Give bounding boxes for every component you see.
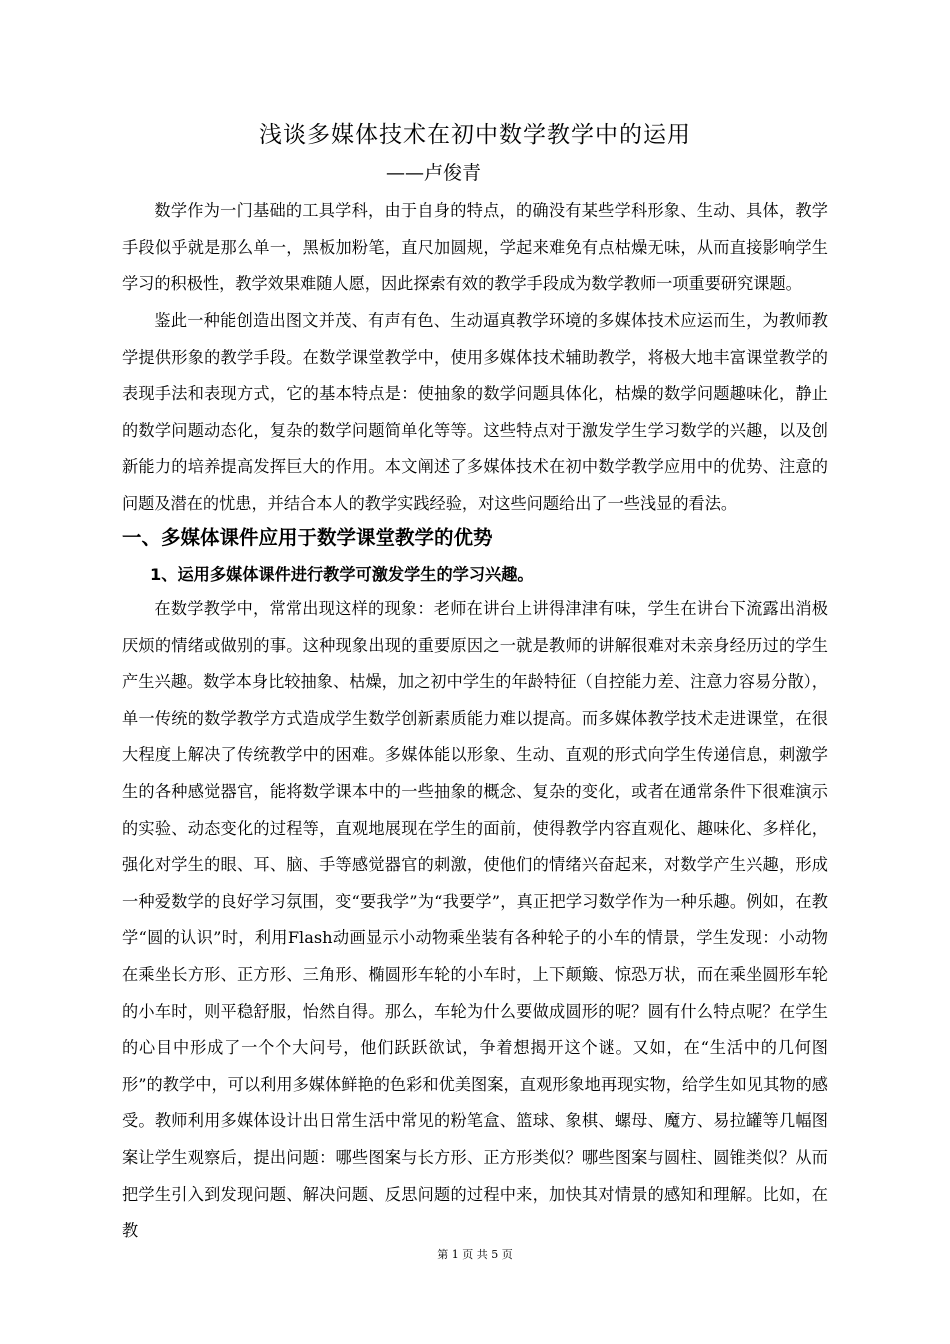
- page-footer: 第 1 页 共 5 页: [437, 1248, 513, 1261]
- document-title: 浅谈多媒体技术在初中数学教学中的运用: [259, 122, 691, 148]
- section-heading: 一、多媒体课件应用于数学课堂教学的优势: [122, 526, 493, 549]
- intro-paragraph-1: 数学作为一门基础的工具学科，由于自身的特点，的确没有某些学科形象、生动、具体，教学手段似乎就是那么单一，黑板加粉笔，直尺加圆规，学起来难免有点枯燥无味，从而直接影响学生学习的积极性，教学效果难随人愿，因此探索有效的教学手段成为数学教师一项重要研究课题。: [122, 201, 828, 294]
- subsection-heading: 1、运用多媒体课件进行教学可激发学生的学习兴趣。: [150, 565, 534, 584]
- body-paragraph: 在数学教学中，常常出现这样的现象：老师在讲台上讲得津津有味，学生在讲台下流露出消极厌烦的情绪或做别的事。这种现象出现的重要原因之一就是教师的讲解很难对未亲身经历过的学生产生兴趣。数学本身比较抽象、枯燥，加之初中学生的年龄特征（自控能力差、注意力容易分散），单一传统的数学教学方式造成学生数学创新素质能力难以提高。而多媒体教学技术走进课堂，在很大程度上解决了传统教学中的困难。多媒体能以形象、生动、直观的形式向学生传递信息，刺激学生的各种感觉器官，能将数学课本中的一些抽象的概念、复杂的变化，或者在通常条件下很难演示的实验、动态变化的过程等，直观地展现在学生的面前，使得教学内容直观化、趣味化、多样化，强化对学生的眼、耳、脑、手等感觉器官的刺激，使他们的情绪兴奋起来，对数学产生兴趣，形成一种爱数学的良好学习氛围，变“要我学”为“我要学”，真正把学习数学作为一种乐趣。例如，在教学“圆的认识”时，利用Flash动画显示小动物乘坐装有各种轮子的小车的情景，学生发现：小动物在乘坐长方形、正方形、三角形、椭圆形车轮的小车时，上下颠簸、惊恐万状，而在乘坐圆形车轮的小车时，则平稳舒服，怡然自得。那么，车轮为什么要做成圆形的呢？圆有什么特点呢？在学生的心目中形成了一个个大问号，他们跃跃欲试，争着想揭开这个谜。又如，在“生活中的几何图形”的教学中，可以利用多媒体鲜艳的色彩和优美图案，直观形象地再现实物，给学生如见其物的感受。教师利用多媒体设计出日常生活中常见的粉笔盒、篮球、象棋、螺母、魔方、易拉罐等几幅图案让学生观察后，提出问题：哪些图案与长方形、正方形类似？哪些图案与圆柱、圆锥类似？从而把学生引入到发现问题、解决问题、反思问题的过程中来，加快其对情景的感知和理解。比如，在教: [122, 599, 828, 1241]
- document-author: ——卢俊青: [386, 162, 482, 184]
- intro-paragraph-2: 鉴此一种能创造出图文并茂、有声有色、生动逼真教学环境的多媒体技术应运而生，为教师教学提供形象的教学手段。在数学课堂教学中，使用多媒体技术辅助教学，将极大地丰富课堂教学的表现手法和表现方式，它的基本特点是：使抽象的数学问题具体化，枯燥的数学问题趣味化，静止的数学问题动态化，复杂的数学问题简单化等等。这些特点对于激发学生学习数学的兴趣，以及创新能力的培养提高发挥巨大的作用。本文阐述了多媒体技术在初中数学教学应用中的优势、注意的问题及潜在的忧患，并结合本人的教学实践经验，对这些问题给出了一些浅显的看法。: [122, 311, 828, 513]
